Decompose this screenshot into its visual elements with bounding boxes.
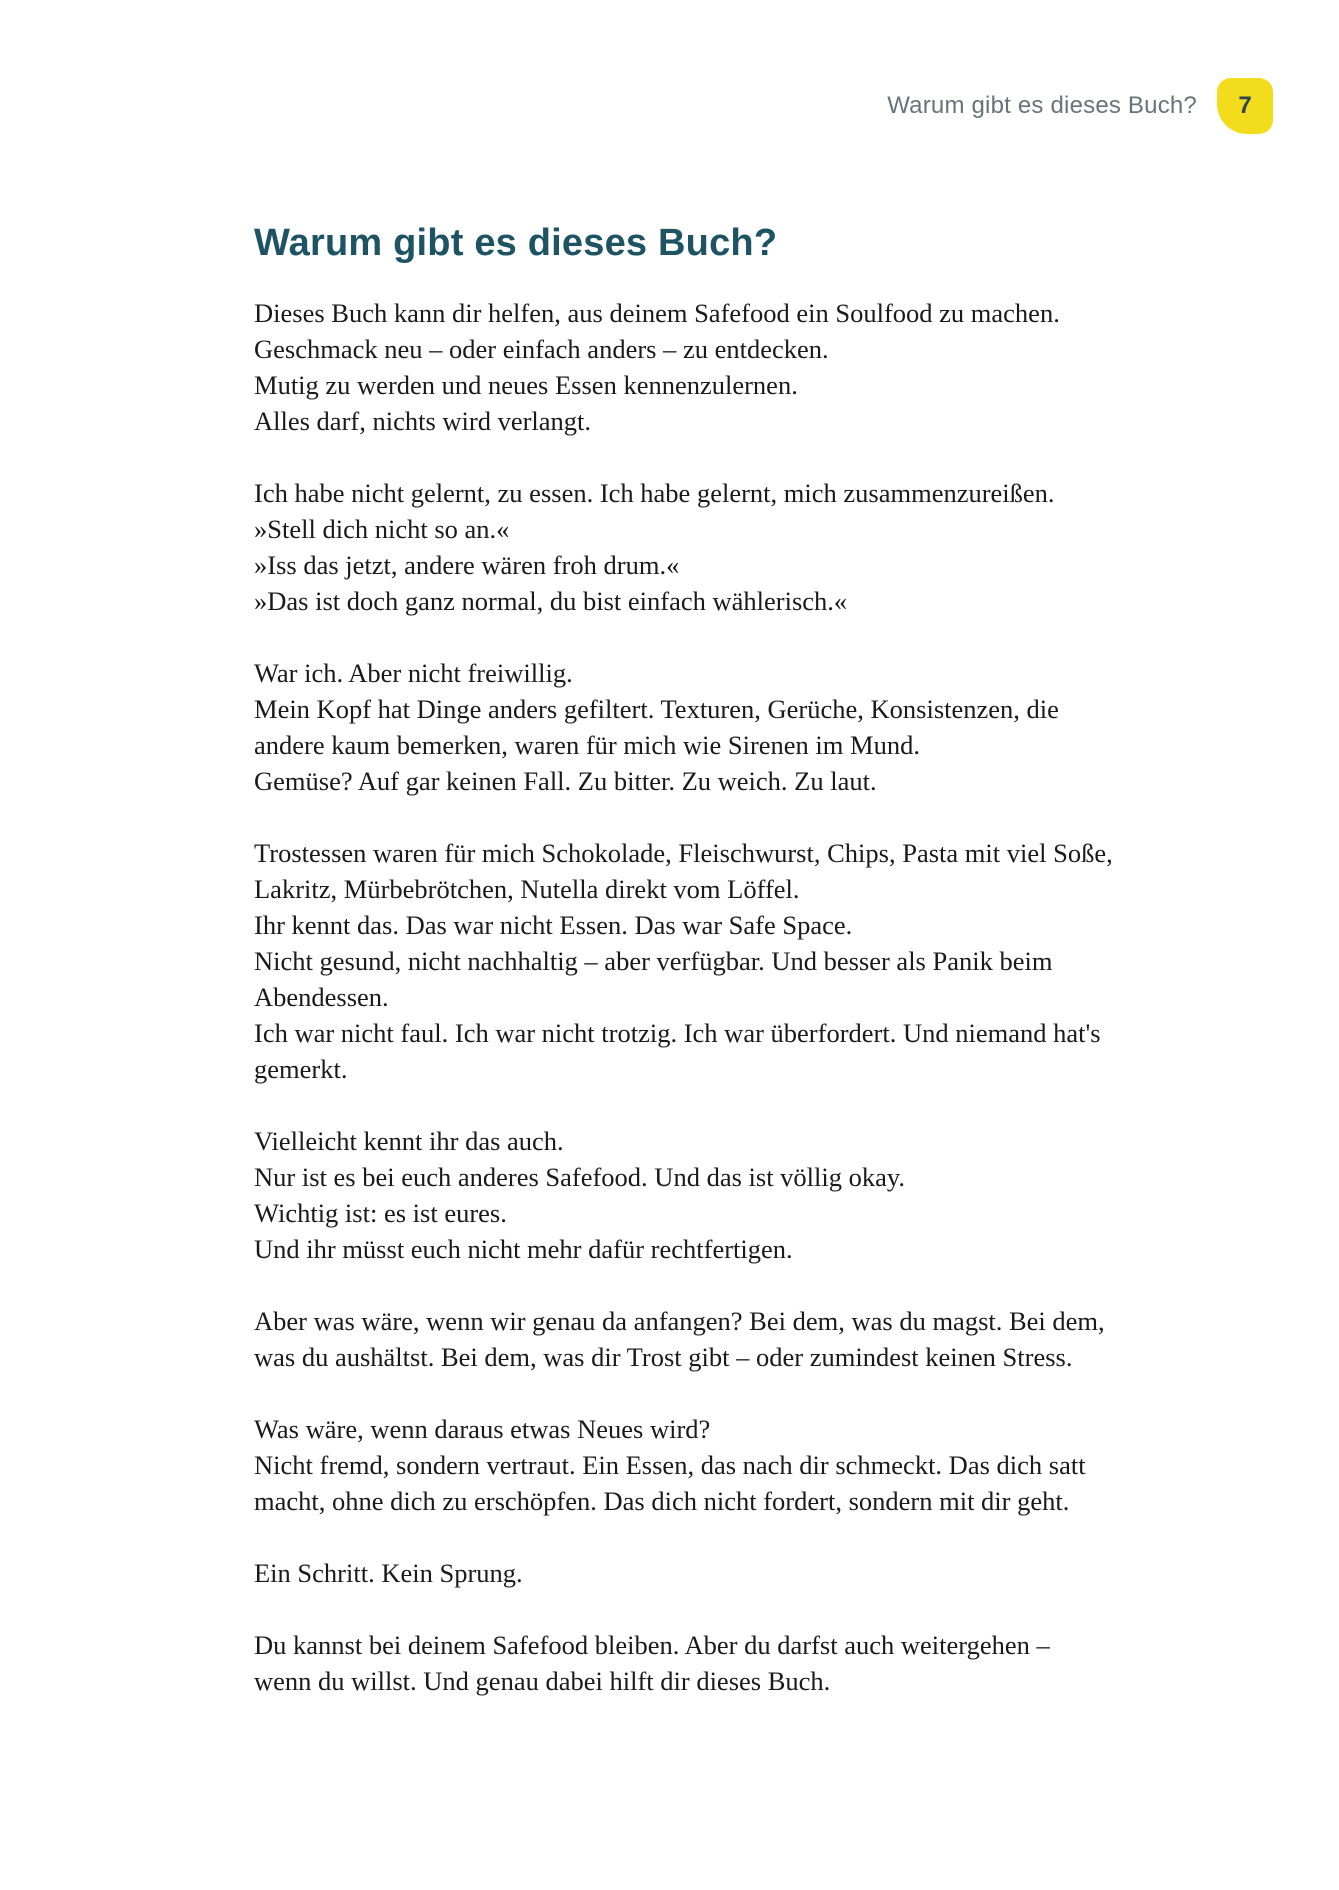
paragraph xyxy=(254,1123,1174,1267)
paragraph xyxy=(254,655,1174,799)
text-line: Wichtig ist: es ist eures. xyxy=(254,1198,507,1228)
paragraph xyxy=(254,1411,1174,1519)
text-line: Trostessen waren für mich Schokolade, Fleischwurst, Chips, Pasta mit viel Soße, xyxy=(254,838,1113,868)
text-line: Ich habe nicht gelernt, zu essen. Ich habe gelernt, mich zusammenzureißen. xyxy=(254,478,1055,508)
text-line: Und ihr müsst euch nicht mehr dafür rechtfertigen. xyxy=(254,1234,793,1264)
text-line: Nur ist es bei euch anderes Safefood. Und das ist völlig okay. xyxy=(254,1162,906,1192)
text-line: andere kaum bemerken, waren für mich wie Sirenen im Mund. xyxy=(254,730,920,760)
text-line: Alles darf, nichts wird verlangt. xyxy=(254,406,592,436)
text-line: Mutig zu werden und neues Essen kennenzulernen. xyxy=(254,370,798,400)
quote-line: »Iss das jetzt, andere wären froh drum.« xyxy=(254,550,680,580)
quote-line: »Das ist doch ganz normal, du bist einfach wählerisch.« xyxy=(254,586,848,616)
text-line: Dieses Buch kann dir helfen, aus deinem Safefood ein Soulfood zu machen. xyxy=(254,298,1060,328)
page-content xyxy=(254,222,1174,1735)
paragraph xyxy=(254,475,1174,619)
text-line: Nicht fremd, sondern vertraut. Ein Essen, das nach dir schmeckt. Das dich satt xyxy=(254,1450,1086,1480)
text-line: Nicht gesund, nicht nachhaltig – aber verfügbar. Und besser als Panik beim xyxy=(254,946,1053,976)
quote-line: »Stell dich nicht so an.« xyxy=(254,514,510,544)
chapter-title: Warum gibt es dieses Buch? xyxy=(254,222,778,264)
running-header xyxy=(887,78,1273,134)
paragraph xyxy=(254,295,1174,439)
page-number-badge: 7 xyxy=(1217,78,1273,134)
paragraph xyxy=(254,835,1174,1087)
text-line: Du kannst bei deinem Safefood bleiben. Aber du darfst auch weitergehen – xyxy=(254,1630,1050,1660)
text-line: Vielleicht kennt ihr das auch. xyxy=(254,1126,564,1156)
paragraph xyxy=(254,1555,1174,1591)
text-line: Aber was wäre, wenn wir genau da anfangen? Bei dem, was du magst. Bei dem, xyxy=(254,1306,1105,1336)
text-line: War ich. Aber nicht freiwillig. xyxy=(254,658,573,688)
text-line: Abendessen. xyxy=(254,982,389,1012)
text-line: Lakritz, Mürbebrötchen, Nutella direkt vom Löffel. xyxy=(254,874,800,904)
text-line: macht, ohne dich zu erschöpfen. Das dich nicht fordert, sondern mit dir geht. xyxy=(254,1486,1070,1516)
text-line: Mein Kopf hat Dinge anders gefiltert. Texturen, Gerüche, Konsistenzen, die xyxy=(254,694,1059,724)
text-line: Geschmack neu – oder einfach anders – zu entdecken. xyxy=(254,334,829,364)
text-line: Ich war nicht faul. Ich war nicht trotzig. Ich war überfordert. Und niemand hat's xyxy=(254,1018,1101,1048)
text-line: Ihr kennt das. Das war nicht Essen. Das war Safe Space. xyxy=(254,910,853,940)
paragraph xyxy=(254,1303,1174,1375)
text-line: Was wäre, wenn daraus etwas Neues wird? xyxy=(254,1414,711,1444)
text-line: Gemüse? Auf gar keinen Fall. Zu bitter. Zu weich. Zu laut. xyxy=(254,766,877,796)
text-line: was du aushältst. Bei dem, was dir Trost gibt – oder zumindest keinen Stress. xyxy=(254,1342,1073,1372)
paragraph xyxy=(254,1627,1174,1699)
text-line: gemerkt. xyxy=(254,1054,348,1084)
running-title: Warum gibt es dieses Buch? xyxy=(887,92,1197,119)
text-line: Ein Schritt. Kein Sprung. xyxy=(254,1558,523,1588)
text-line: wenn du willst. Und genau dabei hilft dir dieses Buch. xyxy=(254,1666,831,1696)
